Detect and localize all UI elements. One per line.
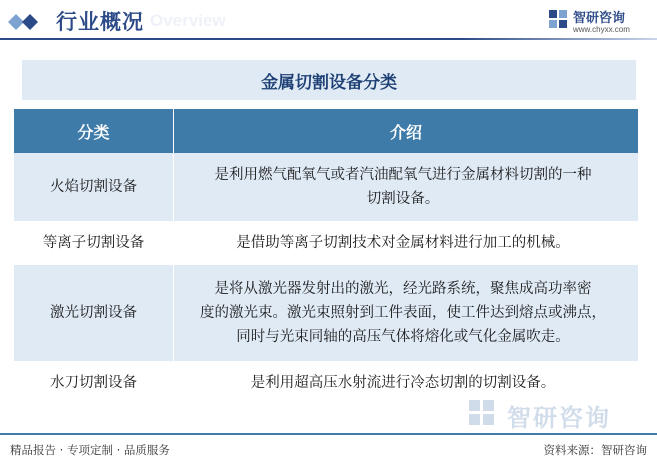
- column-header-description: 介绍: [389, 122, 422, 142]
- row-description-line: 是借助等离子切割技术对金属材料进行加工的机械。: [236, 235, 570, 251]
- header-title: 行业概况: [56, 10, 144, 34]
- row-category: 水刀切割设备: [14, 361, 174, 405]
- row-category: 火焰切割设备: [14, 153, 174, 221]
- column-header-category: 分类: [14, 109, 174, 153]
- row-description: [174, 265, 638, 361]
- table-row: [14, 153, 638, 221]
- row-description-line: 同时与光束同轴的高压气体将熔化或气化金属吹走。: [236, 329, 570, 345]
- row-description: [174, 221, 638, 265]
- watermark-logo-icon: [467, 398, 497, 428]
- row-category: 激光切割设备: [14, 265, 174, 361]
- table-title: 金属切割设备分类: [22, 60, 636, 100]
- classification-table: [14, 109, 638, 405]
- table-row: [14, 221, 638, 265]
- row-description-line: 度的激光束。激光束照射到工件表面，使工件达到熔点或沸点，: [200, 305, 606, 321]
- watermark: [467, 396, 637, 430]
- brand-url: www.chyxx.com: [573, 25, 630, 34]
- row-description: [174, 153, 638, 221]
- row-description-line: 是利用燃气配氧气或者汽油配氧气进行金属材料切割的一种: [214, 167, 592, 183]
- footer-divider: [0, 433, 657, 435]
- row-category: 等离子切割设备: [14, 221, 174, 265]
- row-description-line: 是利用超高压水射流进行冷态切割的切割设备。: [250, 375, 556, 391]
- brand-name: 智研咨询: [573, 11, 626, 26]
- footer-tagline: 精品报告 · 专项定制 · 品质服务: [10, 443, 170, 457]
- page-header: [0, 0, 657, 44]
- table-row: [14, 265, 638, 361]
- row-description-line: 是将从激光器发射出的激光，经光路系统，聚焦成高功率密: [214, 281, 592, 297]
- page-footer: [0, 433, 657, 463]
- header-divider: [0, 38, 657, 40]
- brand-logo-icon: [547, 8, 569, 30]
- table-header: [14, 109, 638, 153]
- footer-source: 资料来源：智研咨询: [543, 443, 647, 457]
- brand-logo: [547, 6, 647, 36]
- watermark-text: 智研咨询: [507, 404, 611, 432]
- row-description-line: 切割设备。: [366, 191, 440, 207]
- chevron-marks-icon: [8, 12, 48, 32]
- header-title-en: Overview: [150, 11, 226, 30]
